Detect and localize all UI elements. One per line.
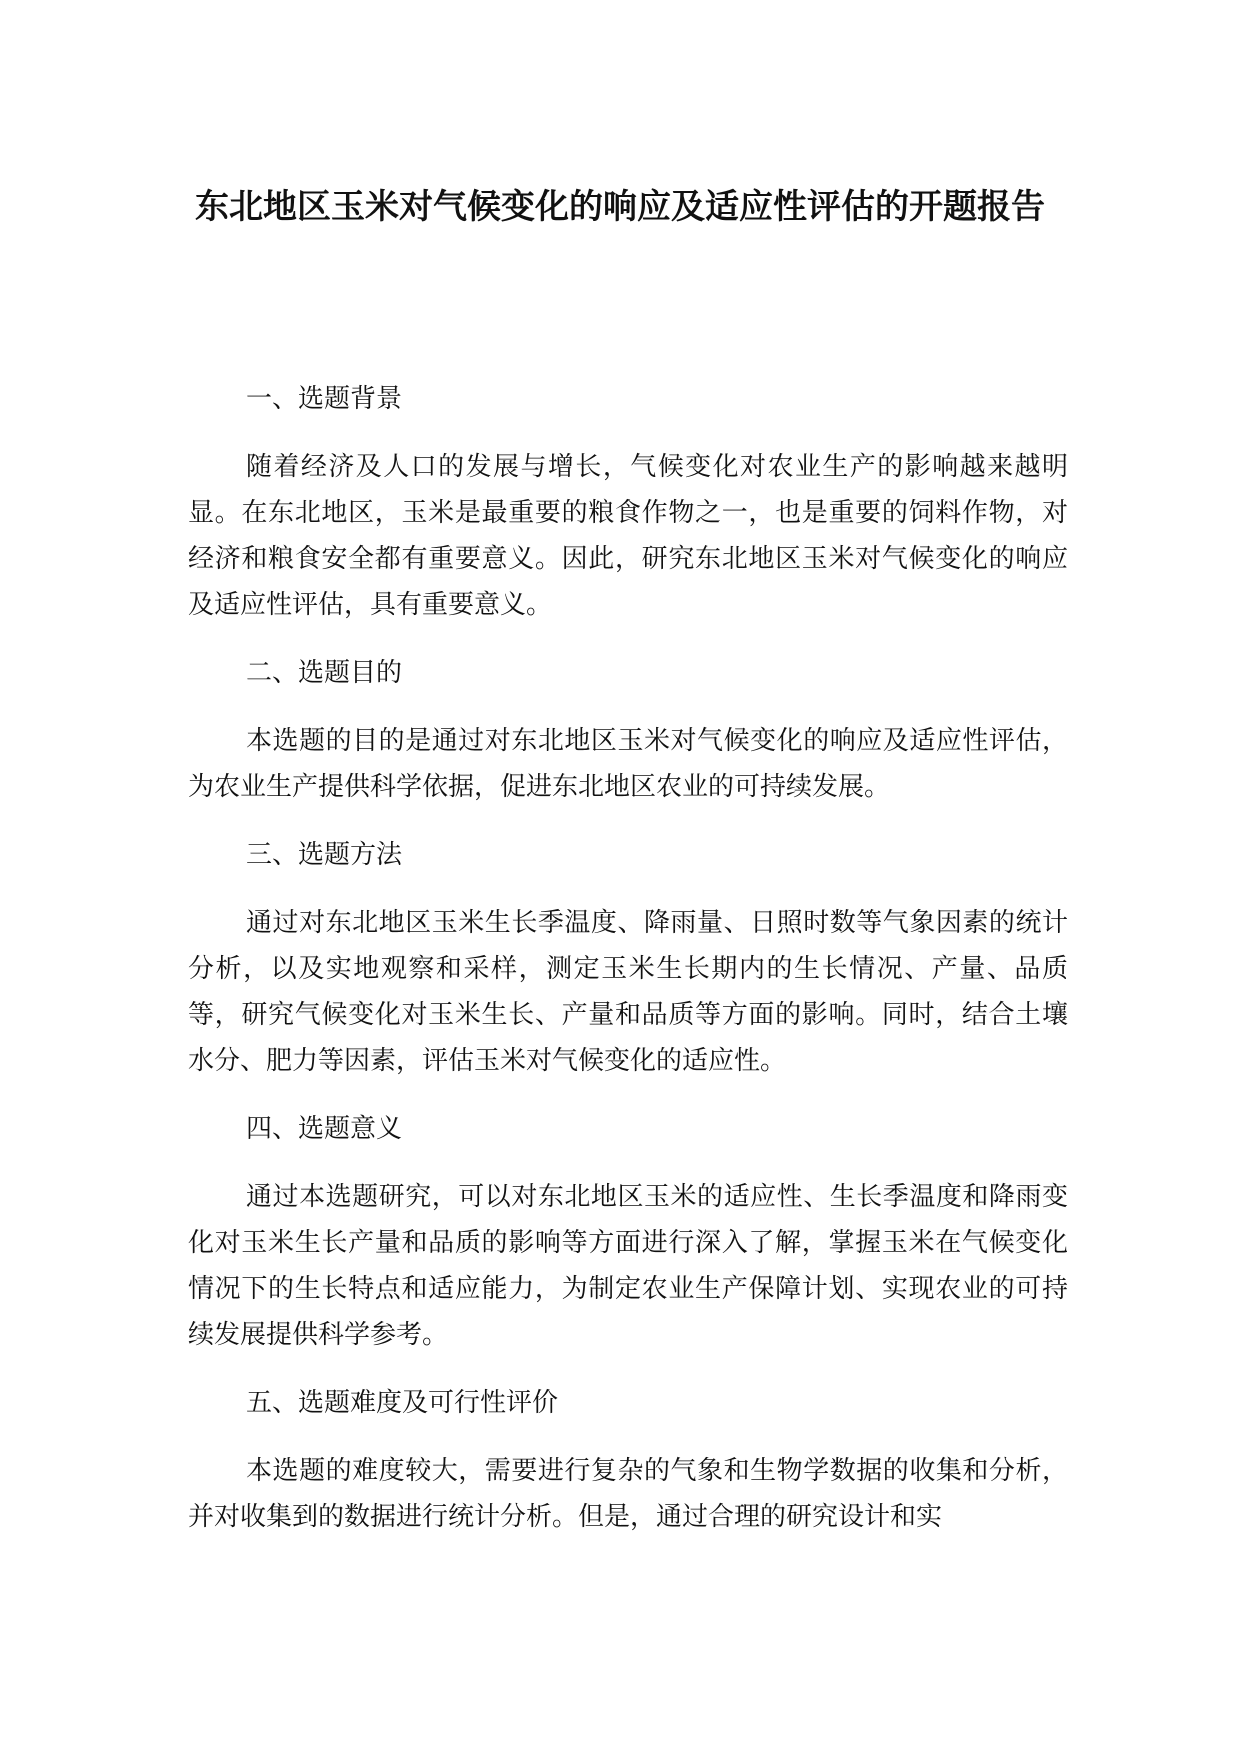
section-heading: 二、选题目的 <box>246 658 403 688</box>
section-heading: 四、选题意义 <box>246 1114 403 1144</box>
document-title: 东北地区玉米对气候变化的响应及适应性评估的开题报告 <box>195 187 1045 227</box>
section-paragraph: 通过对东北地区玉米生长季温度、降雨量、日照时数等气象因素的统计分析，以及实地观察和采样，测定玉米生长期内的生长情况、产量、品质等，研究气候变化对玉米生长、产量和品质等方面的影响。同时，结合土壤水分、肥力等因素，评估玉米对气候变化的适应性。 <box>188 908 1068 1076</box>
section-heading: 五、选题难度及可行性评价 <box>246 1388 559 1418</box>
document-body <box>188 376 1068 1562</box>
section-paragraph: 本选题的难度较大，需要进行复杂的气象和生物学数据的收集和分析，并对收集到的数据进行统计分析。但是，通过合理的研究设计和实 <box>188 1456 1068 1532</box>
section-heading: 一、选题背景 <box>246 384 403 414</box>
section-paragraph: 通过本选题研究，可以对东北地区玉米的适应性、生长季温度和降雨变化对玉米生长产量和品质的影响等方面进行深入了解，掌握玉米在气候变化情况下的生长特点和适应能力，为制定农业生产保障计划、实现农业的可持续发展提供科学参考。 <box>188 1182 1068 1350</box>
section-heading: 三、选题方法 <box>246 840 403 870</box>
section-paragraph: 随着经济及人口的发展与增长，气候变化对农业生产的影响越来越明显。在东北地区，玉米是最重要的粮食作物之一，也是重要的饲料作物，对经济和粮食安全都有重要意义。因此，研究东北地区玉米对气候变化的响应及适应性评估，具有重要意义。 <box>188 452 1068 620</box>
section-paragraph: 本选题的目的是通过对东北地区玉米对气候变化的响应及适应性评估，为农业生产提供科学依据，促进东北地区农业的可持续发展。 <box>188 726 1068 802</box>
